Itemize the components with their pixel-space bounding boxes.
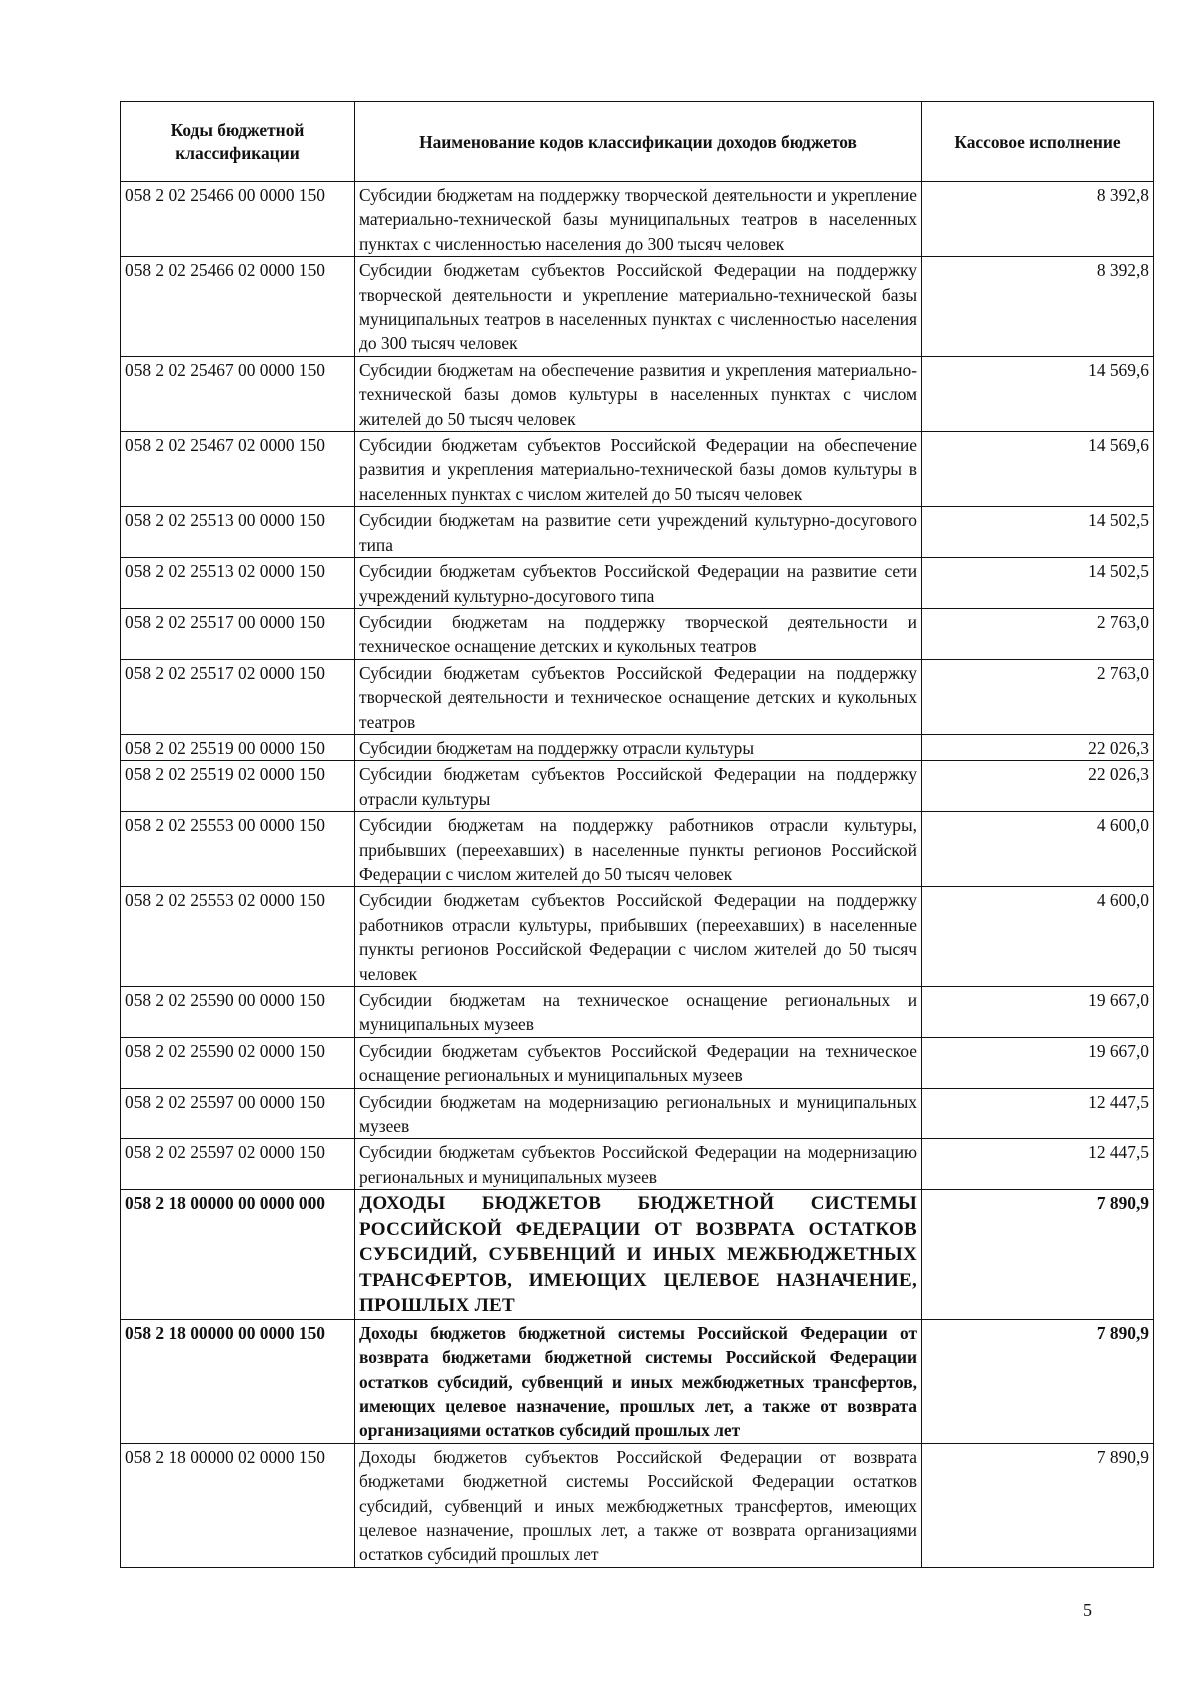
row-name: Субсидии бюджетам субъектов Российской Федерации на развитие сети учреждений культурно-досугового типа <box>355 558 922 609</box>
row-code: 058 2 02 25519 00 0000 150 <box>121 734 355 760</box>
row-amount: 22 026,3 <box>922 761 1154 812</box>
table-row <box>121 257 1154 357</box>
row-code: 058 2 02 25467 02 0000 150 <box>121 432 355 507</box>
row-name: Доходы бюджетов бюджетной системы Российской Федерации от возврата бюджетами бюджетной системы Российской Федерации остатков субсидий, субвенций и иных межбюджетных трансфертов, имеющих целевое назначение, прошлых лет, а также от возврата организациями остатков субсидий прошлых лет <box>355 1319 922 1443</box>
row-code: 058 2 02 25597 00 0000 150 <box>121 1088 355 1139</box>
table-row <box>121 1139 1154 1190</box>
table-row <box>121 1037 1154 1088</box>
row-name: ДОХОДЫ БЮДЖЕТОВ БЮДЖЕТНОЙ СИСТЕМЫ РОССИЙСКОЙ ФЕДЕРАЦИИ ОТ ВОЗВРАТА ОСТАТКОВ СУБСИДИЙ, СУБВЕНЦИЙ И ИНЫХ МЕЖБЮДЖЕТНЫХ ТРАНСФЕРТОВ, ИМЕЮЩИХ ЦЕЛЕВОЕ НАЗНАЧЕНИЕ, ПРОШЛЫХ ЛЕТ <box>355 1190 922 1320</box>
row-amount: 7 890,9 <box>922 1190 1154 1320</box>
header-name: Наименование кодов классификации доходов бюджетов <box>355 102 922 182</box>
row-code: 058 2 02 25553 00 0000 150 <box>121 812 355 887</box>
row-amount: 4 600,0 <box>922 887 1154 987</box>
row-code: 058 2 18 00000 00 0000 150 <box>121 1319 355 1443</box>
header-amount: Кассовое исполнение <box>922 102 1154 182</box>
table-row <box>121 608 1154 659</box>
row-name: Субсидии бюджетам субъектов Российской Федерации на техническое оснащение региональных и муниципальных музеев <box>355 1037 922 1088</box>
row-amount: 19 667,0 <box>922 987 1154 1038</box>
row-name: Субсидии бюджетам на поддержку работников отрасли культуры, прибывших (переехавших) в населенные пункты регионов Российской Федерации с числом жителей до 50 тысяч человек <box>355 812 922 887</box>
row-amount: 7 890,9 <box>922 1319 1154 1443</box>
row-amount: 14 569,6 <box>922 432 1154 507</box>
row-code: 058 2 18 00000 02 0000 150 <box>121 1443 355 1567</box>
row-name: Субсидии бюджетам субъектов Российской Федерации на поддержку творческой деятельности и укрепление материально-технической базы муниципальных театров в населенных пунктах с численностью населения до 300 тысяч человек <box>355 257 922 357</box>
row-amount: 19 667,0 <box>922 1037 1154 1088</box>
row-code: 058 2 02 25467 00 0000 150 <box>121 356 355 431</box>
row-name: Субсидии бюджетам на поддержку отрасли культуры <box>355 734 922 760</box>
row-name: Субсидии бюджетам на развитие сети учреждений культурно-досугового типа <box>355 507 922 558</box>
row-amount: 22 026,3 <box>922 734 1154 760</box>
row-amount: 8 392,8 <box>922 182 1154 257</box>
table-row <box>121 761 1154 812</box>
budget-revenue-table <box>120 101 1154 1568</box>
row-code: 058 2 02 25513 00 0000 150 <box>121 507 355 558</box>
row-amount: 14 502,5 <box>922 507 1154 558</box>
row-code: 058 2 02 25513 02 0000 150 <box>121 558 355 609</box>
table-row <box>121 1088 1154 1139</box>
row-amount: 14 502,5 <box>922 558 1154 609</box>
row-name: Субсидии бюджетам на техническое оснащение региональных и муниципальных музеев <box>355 987 922 1038</box>
row-name: Субсидии бюджетам на модернизацию региональных и муниципальных музеев <box>355 1088 922 1139</box>
table-row-section-heading <box>121 1190 1154 1320</box>
row-name: Субсидии бюджетам субъектов Российской Федерации на модернизацию региональных и муниципальных музеев <box>355 1139 922 1190</box>
row-code: 058 2 02 25590 02 0000 150 <box>121 1037 355 1088</box>
row-code: 058 2 18 00000 00 0000 000 <box>121 1190 355 1320</box>
table-row <box>121 659 1154 734</box>
row-name: Субсидии бюджетам субъектов Российской Федерации на обеспечение развития и укрепления материально-технической базы домов культуры в населенных пунктах с числом жителей до 50 тысяч человек <box>355 432 922 507</box>
table-row <box>121 558 1154 609</box>
row-code: 058 2 02 25466 00 0000 150 <box>121 182 355 257</box>
page-number: 5 <box>1083 1600 1092 1620</box>
table-row <box>121 432 1154 507</box>
table-row <box>121 507 1154 558</box>
row-amount: 4 600,0 <box>922 812 1154 887</box>
row-name: Субсидии бюджетам субъектов Российской Федерации на поддержку творческой деятельности и техническое оснащение детских и кукольных театров <box>355 659 922 734</box>
table-header-row <box>121 102 1154 182</box>
row-name: Субсидии бюджетам на поддержку творческой деятельности и укрепление материально-технической базы муниципальных театров в населенных пунктах с численностью населения до 300 тысяч человек <box>355 182 922 257</box>
row-name: Субсидии бюджетам субъектов Российской Федерации на поддержку отрасли культуры <box>355 761 922 812</box>
row-amount: 14 569,6 <box>922 356 1154 431</box>
row-code: 058 2 02 25466 02 0000 150 <box>121 257 355 357</box>
row-code: 058 2 02 25597 02 0000 150 <box>121 1139 355 1190</box>
row-code: 058 2 02 25519 02 0000 150 <box>121 761 355 812</box>
row-amount: 12 447,5 <box>922 1088 1154 1139</box>
row-amount: 12 447,5 <box>922 1139 1154 1190</box>
row-name: Доходы бюджетов субъектов Российской Федерации от возврата бюджетами бюджетной системы Российской Федерации остатков субсидий, субвенций и иных межбюджетных трансфертов, имеющих целевое назначение, прошлых лет, а также от возврата организациями остатков субсидий прошлых лет <box>355 1443 922 1567</box>
row-amount: 8 392,8 <box>922 257 1154 357</box>
row-code: 058 2 02 25553 02 0000 150 <box>121 887 355 987</box>
table-row <box>121 1443 1154 1567</box>
row-code: 058 2 02 25590 00 0000 150 <box>121 987 355 1038</box>
row-name: Субсидии бюджетам на обеспечение развития и укрепления материально-технической базы домов культуры в населенных пунктах с числом жителей до 50 тысяч человек <box>355 356 922 431</box>
row-name: Субсидии бюджетам на поддержку творческой деятельности и техническое оснащение детских и кукольных театров <box>355 608 922 659</box>
row-name: Субсидии бюджетам субъектов Российской Федерации на поддержку работников отрасли культуры, прибывших (переехавших) в населенные пункты регионов Российской Федерации с числом жителей до 50 тысяч человек <box>355 887 922 987</box>
table-row <box>121 812 1154 887</box>
table-row <box>121 987 1154 1038</box>
table-row <box>121 356 1154 431</box>
row-amount: 7 890,9 <box>922 1443 1154 1567</box>
row-amount: 2 763,0 <box>922 608 1154 659</box>
row-code: 058 2 02 25517 00 0000 150 <box>121 608 355 659</box>
table-row <box>121 182 1154 257</box>
header-code: Коды бюджетной классификации <box>121 102 355 182</box>
row-code: 058 2 02 25517 02 0000 150 <box>121 659 355 734</box>
table-row <box>121 887 1154 987</box>
table-row-subtotal <box>121 1319 1154 1443</box>
row-amount: 2 763,0 <box>922 659 1154 734</box>
table-row <box>121 734 1154 760</box>
